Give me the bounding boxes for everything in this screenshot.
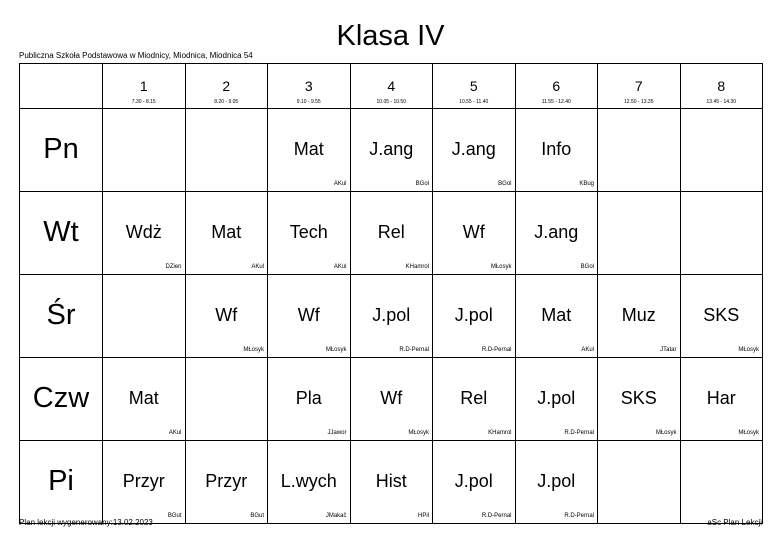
lesson-cell [185, 109, 268, 192]
lesson-cell [680, 275, 763, 358]
lesson-cell [103, 275, 186, 358]
period-header-2 [185, 64, 268, 109]
lesson-cell [185, 358, 268, 441]
lesson-cell [598, 275, 681, 358]
lesson-subject: J.pol [454, 471, 493, 491]
day-cell [20, 275, 103, 358]
day-cell [20, 441, 103, 524]
lesson-cell [268, 358, 351, 441]
day-name: Śr [46, 299, 76, 331]
lesson-teacher: AKul [333, 264, 347, 270]
lesson-cell [515, 192, 598, 275]
lesson-teacher: KBug [579, 181, 594, 187]
lesson-cell [433, 358, 516, 441]
lesson-subject: J.pol [454, 305, 493, 325]
period-number: 4 [387, 78, 396, 94]
period-number: 2 [222, 78, 231, 94]
period-header-5 [433, 64, 516, 109]
period-time: 10.05 - 10.50 [376, 99, 406, 105]
lesson-teacher: R.D-Pernal [481, 347, 512, 353]
lesson-cell [350, 192, 433, 275]
period-time: 9.10 - 9.55 [296, 99, 321, 105]
day-cell [20, 192, 103, 275]
period-number: 3 [304, 78, 313, 94]
lesson-subject: Rel [377, 222, 405, 242]
lesson-teacher: BGol [498, 181, 512, 187]
period-number: 5 [469, 78, 478, 94]
lesson-cell [680, 192, 763, 275]
day-cell [20, 358, 103, 441]
lesson-teacher: MŁosyk [408, 430, 429, 436]
lesson-subject: SKS [703, 305, 740, 325]
period-header-7 [598, 64, 681, 109]
lesson-cell [185, 275, 268, 358]
lesson-cell [350, 109, 433, 192]
lesson-teacher: JTatar [660, 347, 677, 353]
lesson-teacher: AKul [251, 264, 264, 270]
lesson-cell [185, 192, 268, 275]
lesson-subject: Wf [462, 222, 485, 242]
lesson-cell [598, 109, 681, 192]
lesson-subject: Mat [128, 388, 159, 408]
day-name: Pi [48, 465, 74, 497]
lesson-subject: Wf [215, 305, 238, 325]
lesson-cell [515, 275, 598, 358]
lesson-teacher: MŁosyk [738, 347, 759, 353]
lesson-cell [268, 109, 351, 192]
lesson-teacher: MŁosyk [325, 347, 347, 353]
lesson-subject: Przyr [122, 471, 165, 491]
page-title: Klasa IV [336, 20, 445, 52]
lesson-subject: Muz [621, 305, 656, 325]
lesson-subject: Har [706, 388, 736, 408]
lesson-subject: J.ang [451, 139, 496, 159]
school-name: Publiczna Szkoła Podstawowa w Miodnicy, Miodnica, Miodnica 54 [19, 51, 253, 60]
lesson-teacher: BGut [250, 513, 264, 519]
lesson-teacher: AKul [581, 347, 594, 353]
period-header-4 [350, 64, 433, 109]
lesson-cell [598, 192, 681, 275]
period-number: 1 [139, 78, 148, 94]
lesson-subject: Przyr [205, 471, 248, 491]
lesson-teacher: MŁosyk [738, 430, 759, 436]
generated-date: Plan lekcji wygenerowany:13.02.2023 [19, 518, 153, 527]
lesson-teacher: MŁosyk [490, 264, 512, 270]
period-time: 8.20 - 9.05 [214, 99, 239, 105]
lesson-teacher: MŁosyk [655, 430, 677, 436]
day-name: Pn [43, 133, 79, 165]
lesson-teacher: R.D-Pernal [481, 513, 512, 519]
generator-name: aSc Plan Lekcji [707, 518, 762, 527]
lesson-subject: Pla [295, 388, 322, 408]
lesson-teacher: R.D-Pernal [564, 513, 594, 519]
lesson-subject: J.ang [369, 139, 414, 159]
day-name: Wt [43, 216, 79, 248]
lesson-cell [598, 441, 681, 524]
lesson-cell [268, 441, 351, 524]
lesson-cell [350, 275, 433, 358]
lesson-cell [680, 358, 763, 441]
lesson-subject: Info [541, 139, 572, 159]
lesson-subject: J.pol [537, 388, 576, 408]
lesson-cell [433, 275, 516, 358]
lesson-subject: J.ang [534, 222, 579, 242]
day-name: Czw [32, 382, 90, 414]
lesson-cell [103, 109, 186, 192]
lesson-cell [598, 358, 681, 441]
lesson-cell [103, 192, 186, 275]
lesson-teacher: BGol [580, 264, 594, 270]
day-row [20, 358, 763, 441]
lesson-cell [268, 192, 351, 275]
day-row [20, 192, 763, 275]
period-header-1 [103, 64, 186, 109]
lesson-subject: L.wych [280, 471, 337, 491]
period-time: 13.45 - 14.30 [706, 99, 736, 105]
timetable [19, 63, 763, 524]
lesson-cell [268, 275, 351, 358]
lesson-teacher: R.D-Pernal [564, 430, 594, 436]
lesson-subject: Rel [460, 388, 488, 408]
period-header-8 [680, 64, 763, 109]
period-number: 6 [552, 78, 561, 94]
lesson-teacher: R.D-Pernal [399, 347, 429, 353]
day-row [20, 275, 763, 358]
lesson-teacher: JJawor [327, 430, 347, 436]
period-number: 7 [634, 78, 643, 94]
period-time: 10.55 - 11.40 [459, 99, 489, 105]
lesson-cell [350, 358, 433, 441]
day-row [20, 109, 763, 192]
lesson-subject: Mat [211, 222, 242, 242]
period-header-3 [268, 64, 351, 109]
lesson-subject: J.pol [537, 471, 576, 491]
lesson-cell [680, 441, 763, 524]
lesson-teacher: KHamrol [488, 430, 512, 436]
period-header-6 [515, 64, 598, 109]
lesson-subject: Hist [375, 471, 407, 491]
lesson-teacher: BGol [415, 181, 429, 187]
lesson-subject: Tech [289, 222, 328, 242]
day-cell [20, 109, 103, 192]
lesson-cell [433, 441, 516, 524]
lesson-cell [515, 358, 598, 441]
lesson-teacher: DZien [165, 264, 182, 270]
lesson-cell [515, 441, 598, 524]
lesson-subject: J.pol [372, 305, 411, 325]
period-header-row [20, 64, 763, 109]
period-time: 12.50 - 13.35 [624, 99, 654, 105]
lesson-subject: Wdż [125, 222, 162, 242]
lesson-cell [185, 441, 268, 524]
corner-cell [20, 64, 103, 109]
lesson-subject: Wf [380, 388, 403, 408]
period-time: 11.55 - 12.40 [541, 99, 571, 105]
lesson-subject: Wf [297, 305, 320, 325]
lesson-cell [515, 109, 598, 192]
lesson-cell [103, 358, 186, 441]
lesson-cell [350, 441, 433, 524]
lesson-subject: Mat [293, 139, 324, 159]
lesson-subject: Mat [541, 305, 572, 325]
period-number: 8 [717, 78, 726, 94]
lesson-teacher: BGut [167, 513, 182, 519]
lesson-teacher: AKul [333, 181, 347, 187]
day-row [20, 441, 763, 524]
lesson-teacher: HPil [417, 513, 429, 519]
lesson-subject: SKS [620, 388, 657, 408]
lesson-cell [433, 109, 516, 192]
lesson-teacher: KHamrol [405, 264, 429, 270]
lesson-cell [433, 192, 516, 275]
period-time: 7.30 - 8.15 [131, 99, 156, 105]
lesson-teacher: MŁosyk [243, 347, 264, 353]
lesson-teacher: AKul [168, 430, 182, 436]
lesson-cell [103, 441, 186, 524]
lesson-teacher: JMakač [325, 513, 347, 519]
lesson-cell [680, 109, 763, 192]
